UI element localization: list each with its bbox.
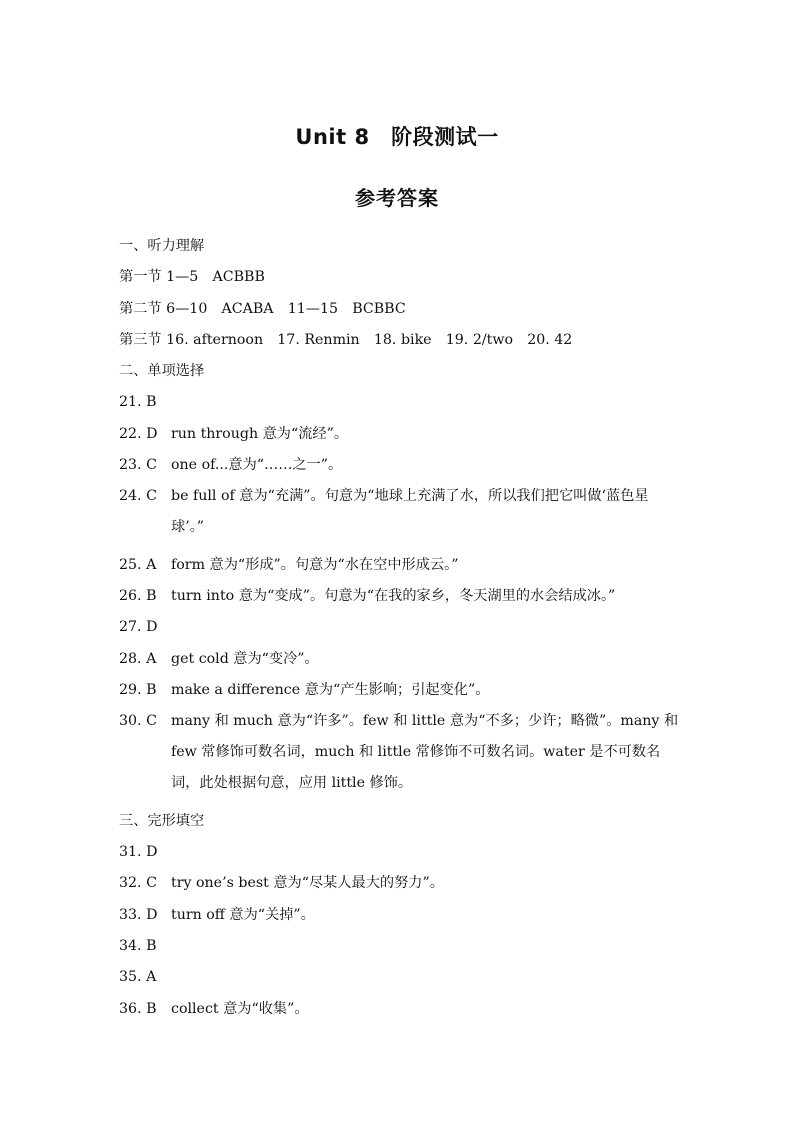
page-subtitle: 参考答案 xyxy=(355,186,439,210)
section-heading-cloze: 三、完形填空 xyxy=(119,812,205,829)
answer-item-25 xyxy=(119,555,679,586)
answer-number: 33. D xyxy=(119,906,158,923)
answer-explanation: collect 意为“收集”。 xyxy=(171,1000,309,1017)
answer-item-36 xyxy=(119,999,679,1030)
section-heading-listening: 一、听力理解 xyxy=(119,238,205,254)
answer-item-31 xyxy=(119,842,679,873)
answer-explanation: one of...意为“……之一”。 xyxy=(171,457,343,474)
section-heading-single-choice: 二、单项选择 xyxy=(119,363,205,380)
listening-part-1: 第一节 1—5 ACBBB xyxy=(119,269,265,286)
answer-item-28 xyxy=(119,649,679,680)
answer-number: 23. C xyxy=(119,457,157,474)
answer-number: 36. B xyxy=(119,1000,157,1017)
answer-item-27 xyxy=(119,617,679,648)
answer-number: 21. B xyxy=(119,394,157,411)
answer-item-26 xyxy=(119,586,679,617)
answer-explanation: try one’s best 意为“尽某人最大的努力”。 xyxy=(171,875,444,892)
answer-number: 30. C xyxy=(119,713,157,730)
listening-part-3: 第三节 16. afternoon 17. Renmin 18. bike 19. 2/two 20. 42 xyxy=(119,331,573,348)
answer-number: 25. A xyxy=(119,556,157,573)
answer-explanation: form 意为“形成”。句意为“水在空中形成云。” xyxy=(171,556,459,573)
answer-item-24 xyxy=(119,486,679,543)
answer-item-22 xyxy=(119,424,679,455)
answer-explanation xyxy=(171,936,679,967)
answer-number: 24. C xyxy=(119,488,157,505)
answer-number: 28. A xyxy=(119,650,157,667)
answer-number: 22. D xyxy=(119,425,158,442)
answer-explanation xyxy=(171,617,679,648)
answer-number: 26. B xyxy=(119,587,157,604)
answer-explanation xyxy=(171,392,679,423)
answer-item-35 xyxy=(119,967,679,998)
answer-explanation xyxy=(171,842,679,873)
answer-content xyxy=(119,236,679,1030)
answer-number: 35. A xyxy=(119,969,157,986)
answer-explanation xyxy=(171,967,679,998)
answer-item-34 xyxy=(119,936,679,967)
answer-explanation: run through 意为“流经”。 xyxy=(171,425,349,442)
answer-item-32 xyxy=(119,873,679,904)
answer-number: 29. B xyxy=(119,681,157,698)
answer-explanation: be full of 意为“充满”。句意为“地球上充满了水，所以我们把它叫做‘蓝色星球’。” xyxy=(171,487,649,536)
answer-number: 27. D xyxy=(119,619,158,636)
answer-item-30 xyxy=(119,711,679,799)
answer-explanation: many 和 much 意为“许多”。few 和 little 意为“不多；少许；略微”。many 和 few 常修饰可数名词，much 和 little 常修饰不可数名词。water 是不可数名词，此处根据句意，应用 little 修饰。 xyxy=(171,712,679,792)
answer-number: 34. B xyxy=(119,937,157,954)
answer-number: 32. C xyxy=(119,875,157,892)
page-title: Unit 8 阶段测试一 xyxy=(295,125,499,149)
answer-number: 31. D xyxy=(119,844,158,861)
answer-explanation: turn into 意为“变成”。句意为“在我的家乡，冬天湖里的水会结成冰。” xyxy=(171,587,616,604)
answer-item-21 xyxy=(119,392,679,423)
answer-explanation: get cold 意为“变冷”。 xyxy=(171,650,319,667)
answer-explanation: turn off 意为“关掉”。 xyxy=(171,906,315,923)
listening-part-2: 第二节 6—10 ACABA 11—15 BCBBC xyxy=(119,300,406,317)
answer-explanation: make a difference 意为“产生影响；引起变化”。 xyxy=(171,681,490,698)
answer-item-33 xyxy=(119,905,679,936)
